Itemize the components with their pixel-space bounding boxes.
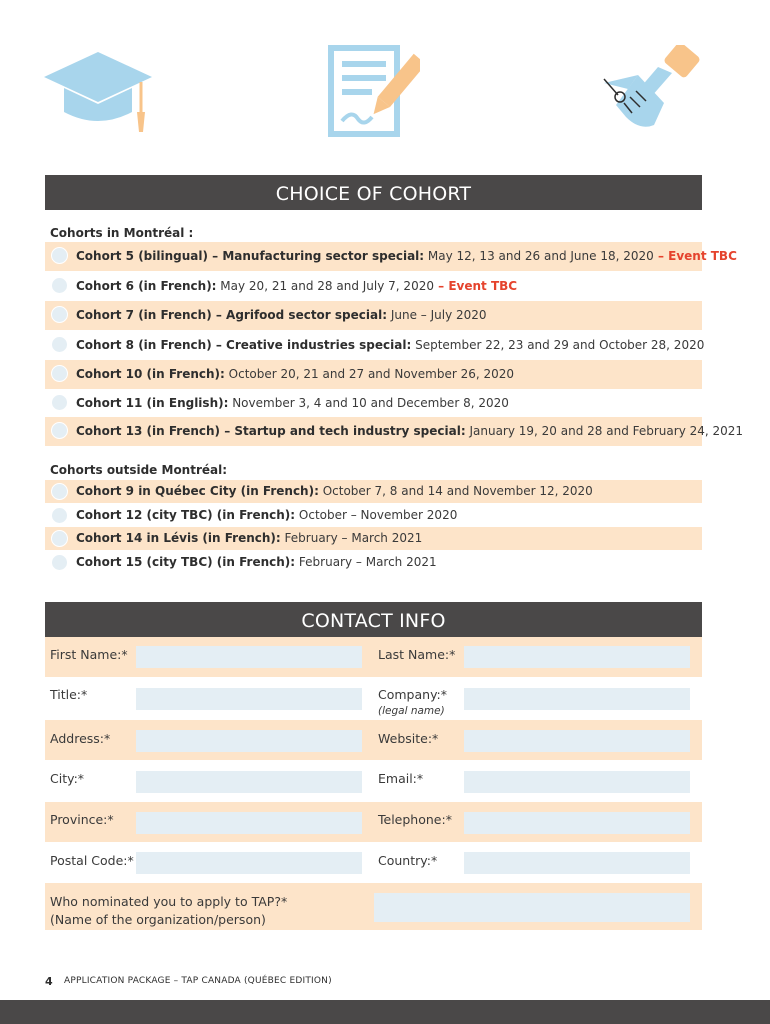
cohort-name: Cohort 11 (in English): bbox=[76, 396, 229, 410]
bottom-bar bbox=[0, 1000, 770, 1024]
cohort-option-label bbox=[76, 504, 457, 527]
first-name-label: First Name:* bbox=[50, 647, 128, 662]
cohort-name: Cohort 9 in Québec City (in French): bbox=[76, 484, 319, 498]
cohort-radio[interactable] bbox=[51, 365, 68, 382]
cohort-radio[interactable] bbox=[51, 507, 68, 524]
nominated-sublabel: (Name of the organization/person) bbox=[50, 912, 266, 927]
cohort-option-row[interactable] bbox=[45, 417, 744, 446]
city-field[interactable] bbox=[136, 771, 362, 793]
cohort-radio[interactable] bbox=[51, 336, 68, 353]
title-field[interactable] bbox=[136, 688, 362, 710]
cohort-option-label bbox=[76, 301, 487, 330]
cohort-option-label bbox=[76, 480, 593, 503]
montreal-cohorts-label: Cohorts in Montréal : bbox=[50, 226, 194, 240]
document-pencil-icon bbox=[328, 45, 420, 137]
cohort-option-label bbox=[76, 527, 422, 550]
cohort-name: Cohort 8 (in French) – Creative industries special: bbox=[76, 338, 412, 352]
country-label: Country:* bbox=[378, 853, 438, 868]
footer-title: APPLICATION PACKAGE – TAP CANADA (QUÉBEC EDITION) bbox=[64, 976, 332, 986]
cohort-radio[interactable] bbox=[51, 277, 68, 294]
address-label: Address:* bbox=[50, 731, 111, 746]
cohort-option-row[interactable] bbox=[45, 301, 702, 330]
cohort-name: Cohort 15 (city TBC) (in French): bbox=[76, 555, 296, 569]
province-label: Province:* bbox=[50, 812, 114, 827]
cohort-radio[interactable] bbox=[51, 530, 68, 547]
cohort-dates: October 20, 21 and 27 and November 26, 2020 bbox=[224, 367, 515, 381]
postal-code-label: Postal Code:* bbox=[50, 853, 134, 868]
cohort-option-row[interactable] bbox=[45, 551, 702, 574]
cohort-option-label bbox=[76, 242, 737, 271]
cohort-radio[interactable] bbox=[51, 247, 68, 264]
cohort-dates: November 3, 4 and 10 and December 8, 2020 bbox=[228, 396, 509, 410]
cohort-option-label bbox=[76, 389, 509, 418]
company-label: Company:* bbox=[378, 687, 448, 702]
address-field[interactable] bbox=[136, 730, 362, 752]
email-field[interactable] bbox=[464, 771, 690, 793]
outside-cohorts-label: Cohorts outside Montréal: bbox=[50, 463, 228, 477]
cohort-option-row[interactable] bbox=[45, 360, 702, 389]
cohort-dates: May 20, 21 and 28 and July 7, 2020 bbox=[216, 279, 434, 293]
cohort-radio[interactable] bbox=[51, 422, 68, 439]
city-label: City:* bbox=[50, 771, 85, 786]
cohort-dates: October 7, 8 and 14 and November 12, 2020 bbox=[318, 484, 593, 498]
nominated-field[interactable] bbox=[374, 893, 690, 922]
cohort-section-title: CHOICE OF COHORT bbox=[275, 183, 472, 205]
event-tbc-note: – Event TBC bbox=[653, 249, 737, 263]
cohort-radio[interactable] bbox=[51, 483, 68, 500]
cohort-dates: February – March 2021 bbox=[295, 555, 437, 569]
cohort-dates: June – July 2020 bbox=[387, 308, 487, 322]
cohort-option-label bbox=[76, 331, 704, 360]
company-legal-name-note: (legal name) bbox=[378, 705, 445, 717]
event-tbc-note: – Event TBC bbox=[433, 279, 518, 293]
cohort-dates: February – March 2021 bbox=[280, 531, 423, 545]
handshake-icon bbox=[598, 45, 706, 135]
cohort-option-label bbox=[76, 551, 437, 574]
postal-code-field[interactable] bbox=[136, 852, 362, 874]
cohort-name: Cohort 6 (in French): bbox=[76, 279, 217, 293]
website-label: Website:* bbox=[378, 731, 439, 746]
cohort-name: Cohort 7 (in French) – Agrifood sector special: bbox=[76, 308, 388, 322]
cohort-option-row[interactable] bbox=[45, 480, 702, 503]
cohort-option-label bbox=[76, 360, 514, 389]
cohort-name: Cohort 10 (in French): bbox=[76, 367, 225, 381]
cohort-radio[interactable] bbox=[51, 394, 68, 411]
graduation-cap-icon bbox=[42, 50, 154, 134]
cohort-radio[interactable] bbox=[51, 306, 68, 323]
first-name-field[interactable] bbox=[136, 646, 362, 668]
cohort-option-row[interactable] bbox=[45, 389, 702, 418]
province-field[interactable] bbox=[136, 812, 362, 834]
last-name-label: Last Name:* bbox=[378, 647, 456, 662]
cohort-option-label bbox=[76, 417, 743, 446]
telephone-label: Telephone:* bbox=[378, 812, 452, 827]
cohort-section-header bbox=[45, 175, 702, 210]
contact-section-title: CONTACT INFO bbox=[301, 610, 446, 632]
page-number: 4 bbox=[45, 975, 53, 988]
country-field[interactable] bbox=[464, 852, 690, 874]
cohort-dates: January 19, 20 and 28 and February 24, 2021 bbox=[465, 424, 744, 438]
cohort-dates: October – November 2020 bbox=[295, 508, 458, 522]
cohort-dates: September 22, 23 and 29 and October 28, 2020 bbox=[411, 338, 705, 352]
cohort-option-row[interactable] bbox=[45, 272, 702, 301]
last-name-field[interactable] bbox=[464, 646, 690, 668]
cohort-dates: May 12, 13 and 26 and June 18, 2020 bbox=[424, 249, 654, 263]
cohort-name: Cohort 5 (bilingual) – Manufacturing sector special: bbox=[76, 249, 425, 263]
title-label: Title:* bbox=[50, 687, 88, 702]
email-label: Email:* bbox=[378, 771, 424, 786]
company-field[interactable] bbox=[464, 688, 690, 710]
cohort-option-row[interactable] bbox=[45, 504, 702, 527]
nominated-label: Who nominated you to apply to TAP?* bbox=[50, 894, 288, 909]
cohort-radio[interactable] bbox=[51, 554, 68, 571]
cohort-name: Cohort 13 (in French) – Startup and tech industry special: bbox=[76, 424, 466, 438]
cohort-option-row[interactable] bbox=[45, 331, 705, 360]
contact-section-header bbox=[45, 602, 702, 637]
cohort-option-row[interactable] bbox=[45, 527, 702, 550]
website-field[interactable] bbox=[464, 730, 690, 752]
telephone-field[interactable] bbox=[464, 812, 690, 834]
cohort-option-label bbox=[76, 272, 517, 301]
cohort-name: Cohort 12 (city TBC) (in French): bbox=[76, 508, 296, 522]
cohort-option-row[interactable] bbox=[45, 242, 737, 271]
cohort-name: Cohort 14 in Lévis (in French): bbox=[76, 531, 281, 545]
